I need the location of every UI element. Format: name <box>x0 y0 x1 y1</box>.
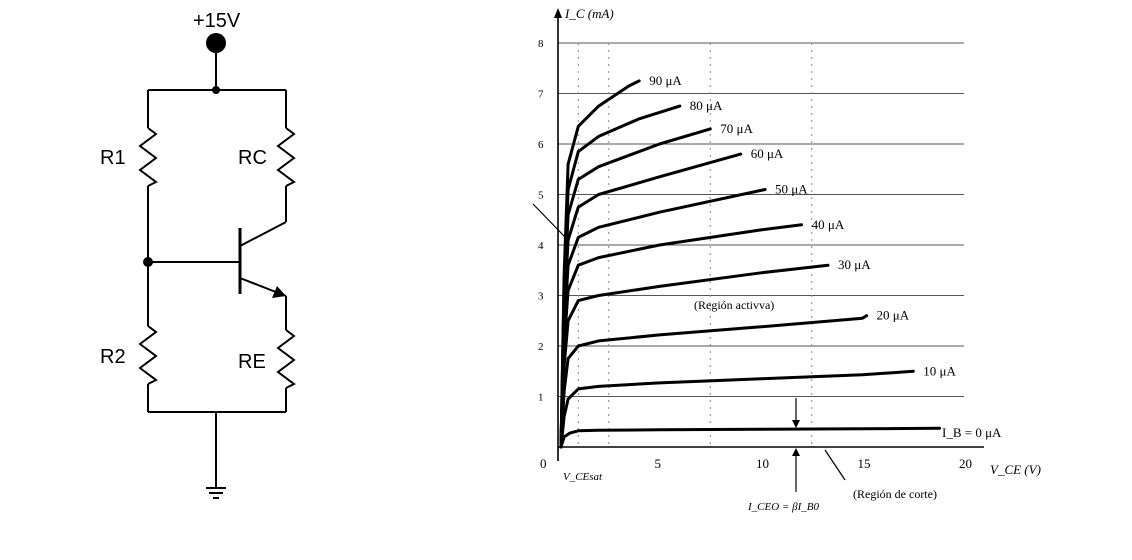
curve-label: 50 μA <box>775 181 808 197</box>
x-tick-label: 0 <box>540 456 547 471</box>
ground-icon <box>206 488 226 498</box>
curve-ib-1 <box>561 371 913 447</box>
y-tick-label: 7 <box>538 88 544 101</box>
curve-label: 20 μA <box>876 307 910 323</box>
curve-label: 10 μA <box>923 363 956 379</box>
r1-label: R1 <box>100 147 126 169</box>
curve-label: 90 μA <box>649 72 682 88</box>
curve-ib-0 <box>561 428 940 447</box>
x-tick-label: 15 <box>857 456 871 471</box>
x-tick-label: 10 <box>756 456 769 471</box>
cutoff-region-label: (Región de corte) <box>853 487 937 501</box>
supply-voltage-label: +15V <box>193 10 241 32</box>
y-tick-label: 2 <box>538 341 544 353</box>
saturation-leader <box>533 204 566 238</box>
y-tick-label: 8 <box>538 38 544 50</box>
re-resistor <box>278 330 294 388</box>
y-axis-arrow-icon <box>554 8 562 18</box>
transistor-collector <box>240 222 286 246</box>
curve-label: 60 μA <box>750 146 784 162</box>
active-region-label: (Región activva) <box>694 298 775 312</box>
curve-ib-3 <box>561 265 828 447</box>
supply-terminal <box>206 33 226 53</box>
r2-label: R2 <box>100 346 126 368</box>
cutoff-arrow-head-icon <box>792 420 800 428</box>
x-tick-label: 20 <box>959 456 972 471</box>
re-label: RE <box>238 351 266 373</box>
x-tick-label: 5 <box>654 456 661 471</box>
curve-label: 30 μA <box>837 257 871 273</box>
cutoff-leader <box>825 450 845 480</box>
iceo-arrow-head-icon <box>792 448 800 456</box>
x-axis-label: V_CE (V) <box>990 462 1041 477</box>
bjt-bias-circuit <box>100 10 294 498</box>
y-axis-label: I_C (mA) <box>565 6 614 21</box>
curve-ib-5 <box>561 190 765 448</box>
y-tick-label: 5 <box>538 189 544 202</box>
iceo-label: I_CEO = βI_B0 <box>748 501 819 513</box>
rc-label: RC <box>238 147 267 169</box>
y-tick-label: 1 <box>538 391 544 404</box>
curve-ib-4 <box>561 225 802 447</box>
curve-label: 40 μA <box>811 216 845 232</box>
ib-zero-label: I_B = 0 μA <box>942 425 1002 440</box>
r1-resistor <box>140 128 156 186</box>
curve-label: 70 μA <box>720 120 753 136</box>
y-tick-label: 6 <box>538 139 544 151</box>
y-tick-label: 4 <box>538 240 544 252</box>
r2-resistor <box>140 326 156 384</box>
bjt-output-characteristics-chart <box>533 6 1041 513</box>
rc-resistor <box>278 128 294 186</box>
y-tick-label: 3 <box>538 290 544 303</box>
vce-sat-label: V_CEsat <box>563 471 603 483</box>
curve-label: 80 μA <box>689 98 723 114</box>
axes <box>554 8 984 461</box>
curve-ib-7 <box>561 129 710 447</box>
